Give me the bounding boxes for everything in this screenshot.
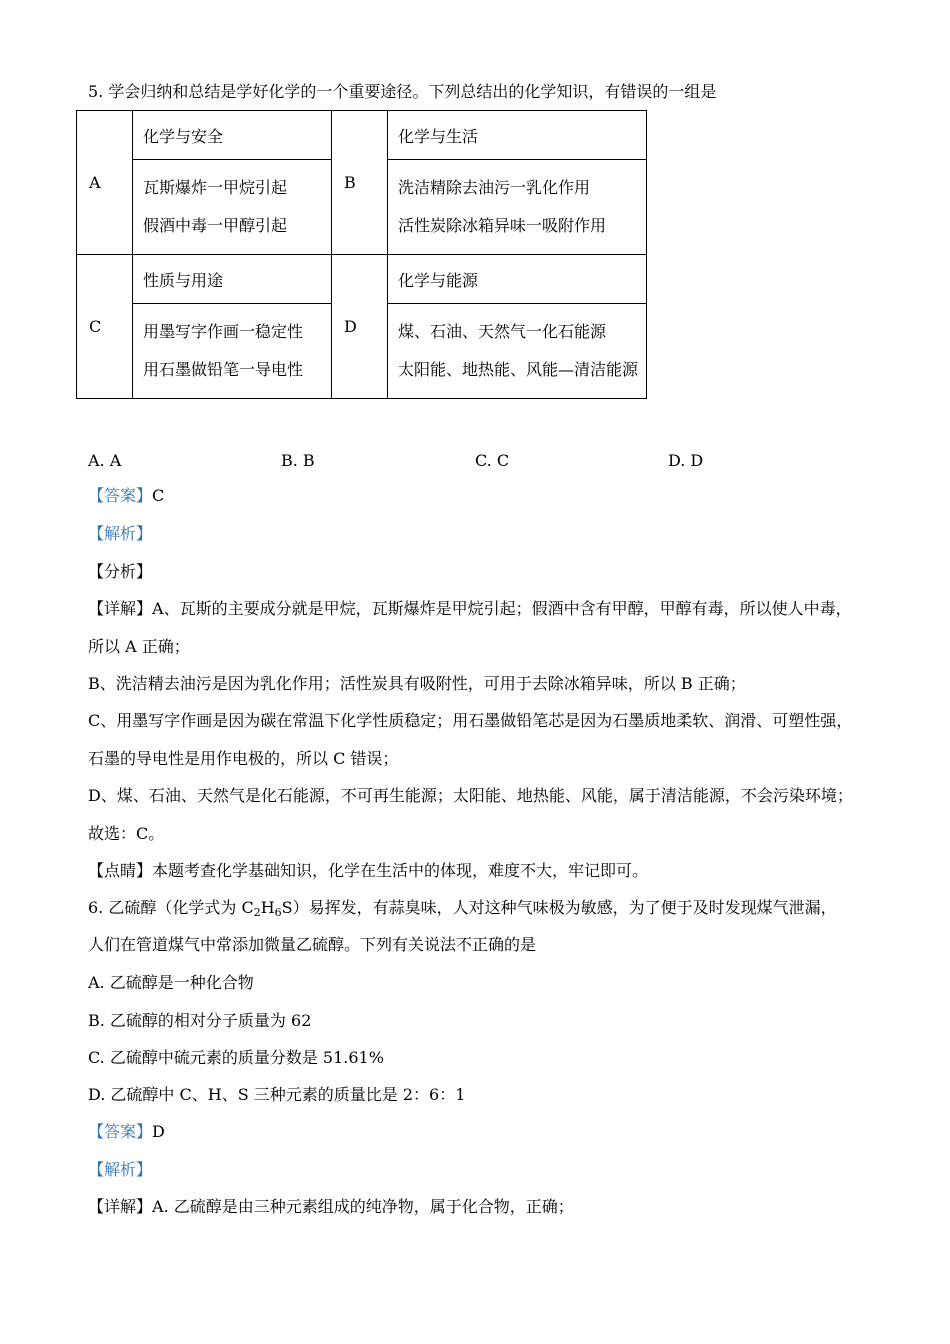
- stem-text: H: [260, 898, 275, 917]
- cell-line: 用墨写字作画一稳定性: [143, 322, 304, 341]
- cell-line: 用石墨做铅笔一导电性: [143, 360, 304, 379]
- question-6-stem: [88, 898, 837, 918]
- analysis-tag: 【解析】: [88, 1160, 153, 1179]
- cell-letter-a: A: [77, 111, 133, 255]
- detail-text: A. 乙硫醇是由三种元素组成的纯净物，属于化合物，正确；: [152, 1197, 574, 1216]
- cell-body-d: [388, 304, 647, 399]
- detail-tag: 【详解】: [88, 599, 153, 618]
- detail-line: D、煤、石油、天然气是化石能源，不可再生能源；太阳能、地热能、风能，属于清洁能源，不会污染环境；: [88, 786, 853, 805]
- option-a[interactable]: A. A: [88, 451, 122, 470]
- cell-line: 煤、石油、天然气一化石能源: [398, 322, 607, 341]
- cell-line: 瓦斯爆炸一甲烷引起: [143, 178, 288, 197]
- cell-line: 假酒中毒一甲醇引起: [143, 216, 288, 235]
- answer-value: C: [152, 486, 165, 505]
- comment: 【点睛】本题考查化学基础知识，化学在生活中的体现，难度不大，牢记即可。: [88, 861, 649, 880]
- detail-tag: 【详解】: [88, 1197, 153, 1216]
- subscript: 2: [253, 906, 261, 919]
- cell-line: 洗洁精除去油污一乳化作用: [398, 178, 591, 197]
- question-5-stem: 5. 学会归纳和总结是学好化学的一个重要途径。下列总结出的化学知识，有错误的一组是: [88, 82, 717, 101]
- cell-letter-d: D: [332, 255, 388, 399]
- detail-line: 石墨的导电性是用作电极的，所以 C 错误；: [88, 749, 399, 768]
- cell-letter-b: B: [332, 111, 388, 255]
- option-b[interactable]: B. B: [281, 451, 315, 470]
- cell-title-a: 化学与安全: [133, 111, 332, 160]
- cell-line: 活性炭除冰箱异味一吸附作用: [398, 216, 607, 235]
- option-d[interactable]: D. D: [668, 451, 704, 470]
- detail-text: A、瓦斯的主要成分就是甲烷，瓦斯爆炸是甲烷引起；假酒中含有甲醇，甲醇有毒，所以使人中毒，: [152, 599, 852, 618]
- analysis-tag: 【解析】: [88, 524, 153, 543]
- cell-letter-c: C: [77, 255, 133, 399]
- question-5-table: [76, 110, 647, 399]
- option-c[interactable]: C. C: [475, 451, 510, 470]
- answer-tag: 【答案】: [88, 486, 153, 505]
- option-b[interactable]: B. 乙硫醇的相对分子质量为 62: [88, 1011, 312, 1030]
- detail-line: B、洗洁精去油污是因为乳化作用；活性炭具有吸附性，可用于去除冰箱异味，所以 B 正确；: [88, 674, 746, 693]
- fenxi-tag: 【分析】: [88, 562, 153, 581]
- detail-line: 所以 A 正确；: [88, 637, 190, 656]
- cell-title-d: 化学与能源: [388, 255, 647, 304]
- cell-body-a: [133, 160, 332, 255]
- answer-line: [88, 1122, 165, 1142]
- detail-line: [88, 599, 852, 619]
- cell-title-b: 化学与生活: [388, 111, 647, 160]
- option-d[interactable]: D. 乙硫醇中 C、H、S 三种元素的质量比是 2：6：1: [88, 1085, 466, 1104]
- conclusion: 故选：C。: [88, 824, 165, 843]
- question-6-stem-2: 人们在管道煤气中常添加微量乙硫醇。下列有关说法不正确的是: [88, 935, 537, 954]
- cell-body-b: [388, 160, 647, 255]
- answer-line: [88, 486, 164, 506]
- detail-line: [88, 1197, 574, 1217]
- stem-text: 6. 乙硫醇（化学式为 C: [88, 898, 254, 917]
- cell-title-c: 性质与用途: [133, 255, 332, 304]
- option-c[interactable]: C. 乙硫醇中硫元素的质量分数是 51.61%: [88, 1048, 384, 1067]
- detail-line: C、用墨写字作画是因为碳在常温下化学性质稳定；用石墨做铅笔芯是因为石墨质地柔软、润滑、可塑性强，: [88, 711, 853, 730]
- subscript: 6: [274, 906, 282, 919]
- answer-tag: 【答案】: [88, 1122, 153, 1141]
- cell-body-c: [133, 304, 332, 399]
- answer-value: D: [152, 1122, 165, 1141]
- stem-text: S）易挥发，有蒜臭味，人对这种气味极为敏感，为了便于及时发现煤气泄漏，: [281, 898, 837, 917]
- option-a[interactable]: A. 乙硫醇是一种化合物: [88, 973, 254, 992]
- cell-line: 太阳能、地热能、风能—清洁能源: [398, 360, 639, 379]
